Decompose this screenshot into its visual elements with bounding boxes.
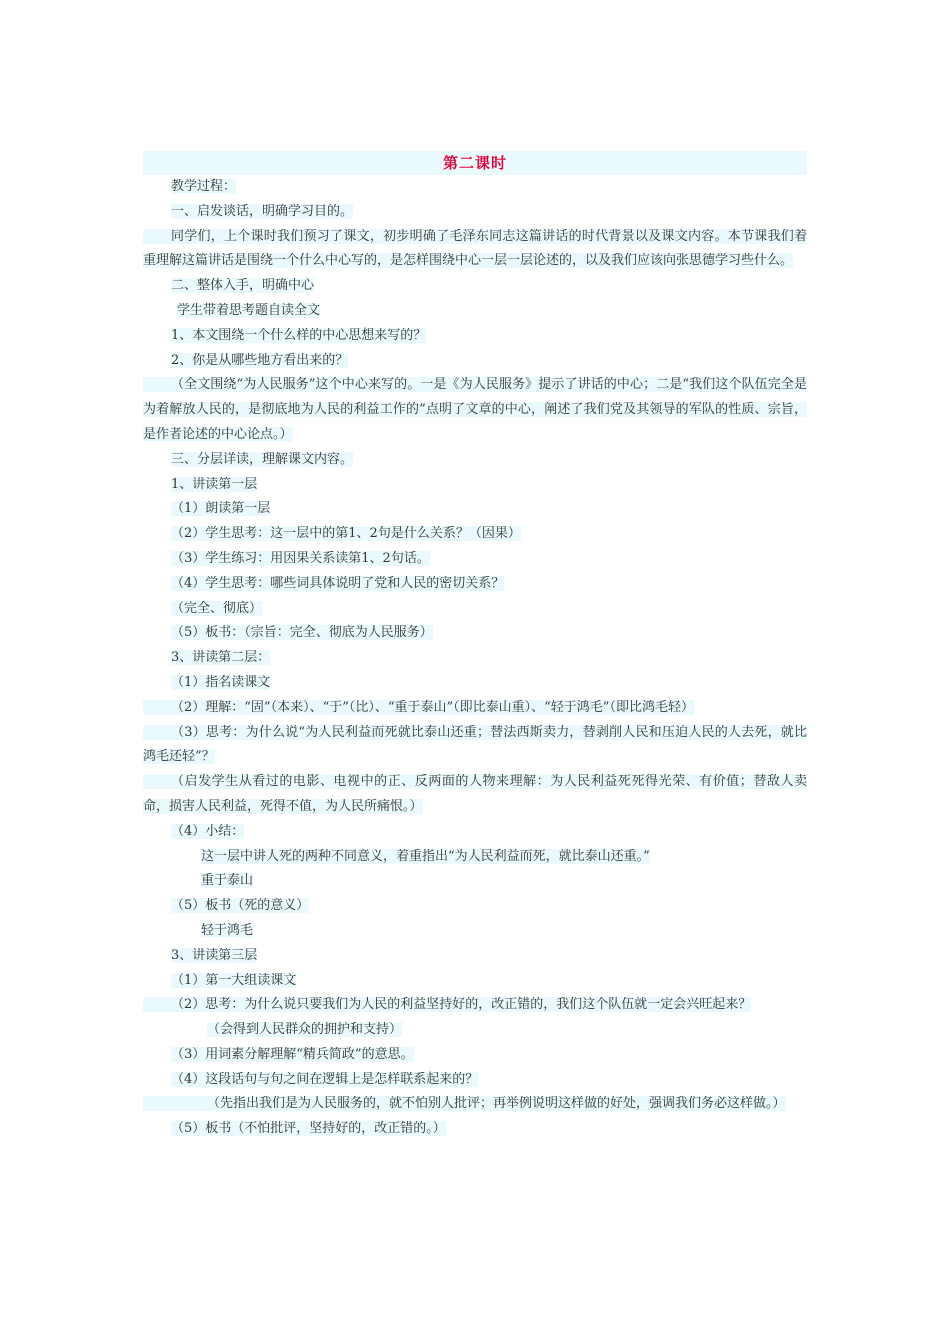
lesson-content — [143, 151, 807, 1142]
text-line: 重于泰山 — [201, 873, 254, 889]
text-line: （5）板书（不怕批评，坚持好的，改正错的。） — [171, 1121, 446, 1137]
text-line: （1）第一大组读课文 — [171, 972, 297, 988]
question-item: 2、你是从哪些地方看出来的？ — [171, 352, 349, 368]
paragraph: （3）思考：为什么说“为人民利益而死就比泰山还重；替法西斯卖力，替剥削人民和压迫人民的人去死，就比鸿毛还轻”？ — [143, 724, 807, 765]
text-line: （2）学生思考：这一层中的第1、2句是什么关系？（因果） — [171, 526, 521, 542]
text-line: 1、讲读第一层 — [171, 476, 258, 492]
text-line: （会得到人民群众的拥护和支持） — [207, 1022, 403, 1038]
text-line: 3、讲读第二层： — [171, 650, 271, 666]
text-line: （1）朗读第一层 — [171, 501, 271, 517]
text-line: （4）小结： — [171, 823, 245, 839]
paragraph: （2）思考：为什么说只要我们为人民的利益坚持好的，改正错的，我们这个队伍就一定会兴旺起来？ — [143, 993, 807, 1018]
section-heading: 三、分层详读，理解课文内容。 — [171, 451, 354, 467]
section-heading: 一、启发谈话，明确学习目的。 — [171, 203, 354, 219]
question-item: 1、本文围绕一个什么样的中心思想来写的？ — [171, 327, 427, 343]
text-line: 轻于鸿毛 — [201, 922, 254, 938]
text-line: （4）学生思考：哪些词具体说明了党和人民的密切关系？ — [171, 575, 505, 591]
text-line: （5）板书：（宗旨：完全、彻底为人民服务） — [171, 625, 433, 641]
text-line: （完全、彻底） — [171, 600, 263, 616]
text-line: 3、讲读第三层 — [171, 947, 258, 963]
section-heading: 二、整体入手，明确中心 — [171, 278, 315, 294]
title-bar — [143, 151, 807, 175]
text-line: 教学过程： — [171, 179, 237, 194]
paragraph: （先指出我们是为人民服务的，就不怕别人批评；再举例说明这样做的好处，强调我们务必这样做。） — [143, 1092, 807, 1117]
page-title: 第二课时 — [442, 154, 507, 172]
paragraph: （启发学生从看过的电影、电视中的正、反两面的人物来理解：为人民利益死死得光荣、有价值；替敌人卖命，损害人民利益，死得不值，为人民所痛恨。） — [143, 774, 807, 814]
paragraph: （全文围绕“为人民服务”这个中心来写的。一是《为人民服务》提示了讲话的中心；二是“我们这个队伍完全是为着解放人民的，是彻底地为人民的利益工作的”点明了文章的中心，阐述了我们党及其领导的军队的性质、宗旨，是作者论述的中心论点。） — [143, 377, 807, 442]
text-line: （3）学生练习：用因果关系读第1、2句话。 — [171, 550, 430, 566]
text-line: （1）指名读课文 — [171, 674, 271, 690]
paragraph: 同学们，上个课时我们预习了课文，初步明确了毛泽东同志这篇讲话的时代背景以及课文内容。本节课我们着重理解这篇讲话是围绕一个什么中心写的，是怎样围绕中心一层一层论述的，以及我们应该向张思德学习些什么。 — [143, 228, 807, 269]
text-line: （3）用词素分解理解“精兵简政”的意思。 — [171, 1046, 414, 1062]
paragraph: （2）理解：“固”（本来）、“于”（比）、“重于泰山”（即比泰山重）、“轻于鸿毛”（即比鸿毛轻） — [143, 696, 807, 721]
text-line: 学生带着思考题自读全文 — [177, 302, 321, 318]
text-line: （5）板书（死的意义） — [171, 898, 310, 914]
text-line: （4）这段话句与句之间在逻辑上是怎样联系起来的？ — [171, 1071, 479, 1087]
text-line: 这一层中讲人死的两种不同意义，着重指出“为人民利益而死，就比泰山还重。” — [201, 848, 650, 864]
